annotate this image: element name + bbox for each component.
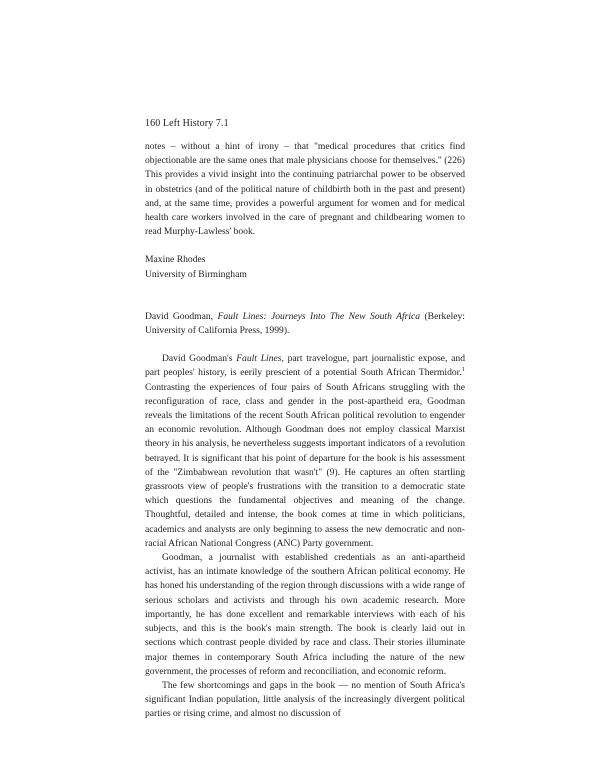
book-citation [145, 310, 465, 338]
review-paragraph-3: The few shortcomings and gaps in the book — no mention of South Africa's significant Indian population, little analysis of the increasingly divergent political parties or rising crime, and almost no discussion of [145, 679, 465, 720]
citation-title: Fault Lines: Journeys Into The New South Africa [217, 310, 421, 322]
review-paragraph-2: Goodman, a journalist with established credentials as an anti-apartheid activist, has an intimate knowledge of the southern African political economy. He has honed his understanding of the region through discussions with a wide range of serious scholars and activists and through his own academic research. More importantly, he has done excellent and remarkable interviews with each of his subjects, and this is the book's main strength. The book is clearly laid out in sections which contrast people divided by race and class. Their stories illuminate major themes in contemporary South Africa including the nature of the new government, the processes of reform and reconciliation, and economic reform. [145, 552, 465, 677]
page [145, 118, 465, 722]
reviewer-affiliation: University of Birmingham [145, 268, 247, 280]
reviewer-name: Maxine Rhodes [145, 254, 206, 266]
page-number: 160 [145, 118, 161, 129]
running-head [145, 118, 465, 130]
para1-end: Contrasting the experiences of four pairs of South Africans struggling with the reconfiguration of race, class and gender in the post-apartheid era, Goodman reveals the limitations of the recent South African political revolution to engender an economic revolution. Although Goodman does not employ classical Marxist theory in his analysis, he nevertheless suggests important indicators of a revolution betrayed. It is significant that his point of departure for the book is his assessment of the "Zimbabwean revolution that wasn't" (9). He captures an often startling grassroots view of people's frustrations with the transition to a democratic state which questions the fundamental objectives and meaning of the change. Thoughtful, detailed and intense, the book comes at time in which politicians, academics and analysts are only beginning to assess the new democratic and non-racial African National Congress (ANC) Party government. [145, 381, 465, 549]
citation-author: David Goodman, [145, 310, 214, 322]
journal-title: Left History 7.1 [162, 118, 229, 129]
footnote-marker[interactable]: 1 [461, 366, 465, 374]
para1-start: David Goodman's [162, 353, 237, 365]
review-paragraph-1 [145, 352, 465, 551]
previous-review-closing: notes – without a hint of irony – that "medical procedures that critics find objectionable are the same ones that male physicians choose for themselves." (226) This provides a vivid insight into the continuing patriarchal power to be observed in obstetrics (and of the political nature of childbirth both in the past and present) and, at the same time, provides a powerful argument for women and for medical health care workers involved in the care of pregnant and childbearing women to read Murphy-Lawless' book. [145, 141, 465, 238]
citation-publication: (Berkeley: University of California Press, 1999). [145, 310, 465, 337]
para1-book-title: Fault Lines, [236, 353, 284, 365]
reviewer-signature [145, 253, 465, 281]
para1-middle: part travelogue, part journalistic expose, and part peoples' history, is eerily prescient of a potential South African Thermidor. [145, 353, 465, 379]
